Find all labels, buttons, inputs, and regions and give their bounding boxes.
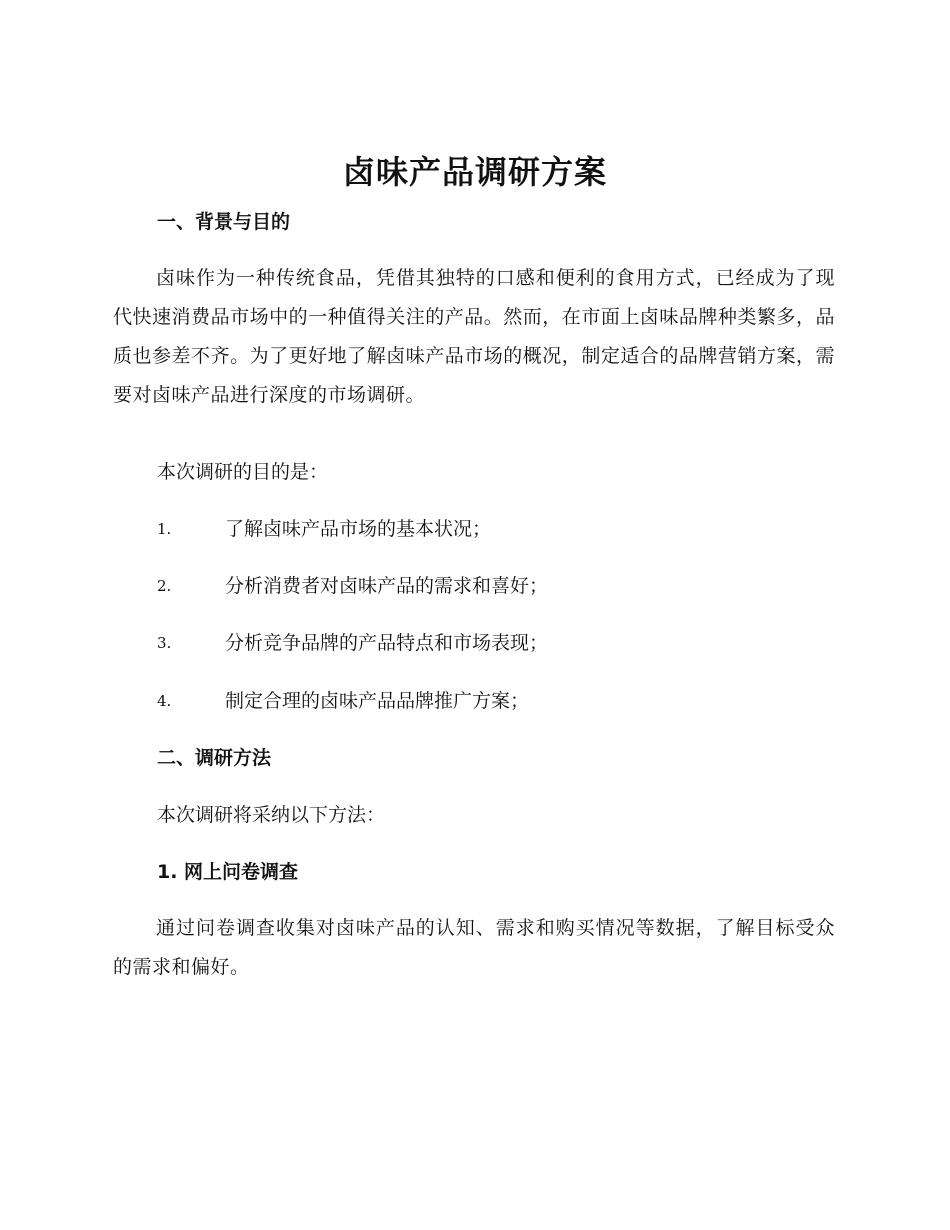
document-title: 卤味产品调研方案 xyxy=(342,153,607,191)
list-text: 分析竞争品牌的产品特点和市场表现； xyxy=(225,632,549,654)
section-heading-methods: 二、调研方法 xyxy=(157,747,272,769)
list-number: 2. xyxy=(157,577,172,595)
list-text: 了解卤味产品市场的基本状况； xyxy=(225,518,492,540)
list-number: 3. xyxy=(157,634,172,652)
list-text: 制定合理的卤味产品品牌推广方案； xyxy=(225,690,530,712)
list-number: 4. xyxy=(157,692,172,710)
purpose-list-item xyxy=(157,629,837,657)
section-heading-background: 一、背景与目的 xyxy=(157,211,291,233)
online-survey-paragraph: 通过问卷调查收集对卤味产品的认知、需求和购买情况等数据，了解目标受众的需求和偏好。 xyxy=(113,917,835,978)
method-heading-online-survey: 1. 网上问卷调查 xyxy=(157,861,299,883)
list-text: 分析消费者对卤味产品的需求和喜好； xyxy=(225,575,549,597)
list-number: 1. xyxy=(157,520,172,538)
methods-intro: 本次调研将采纳以下方法： xyxy=(157,804,386,826)
purpose-list-item xyxy=(157,687,837,715)
background-paragraph: 卤味作为一种传统食品，凭借其独特的口感和便利的食用方式，已经成为了现代快速消费品市场中的一种值得关注的产品。然而，在市面上卤味品牌种类繁多，品质也参差不齐。为了更好地了解卤味产品市场的概况，制定适合的品牌营销方案，需要对卤味产品进行深度的市场调研。 xyxy=(113,267,835,406)
purpose-intro: 本次调研的目的是： xyxy=(157,461,329,483)
purpose-list-item xyxy=(157,572,837,600)
purpose-list-item xyxy=(157,515,837,543)
